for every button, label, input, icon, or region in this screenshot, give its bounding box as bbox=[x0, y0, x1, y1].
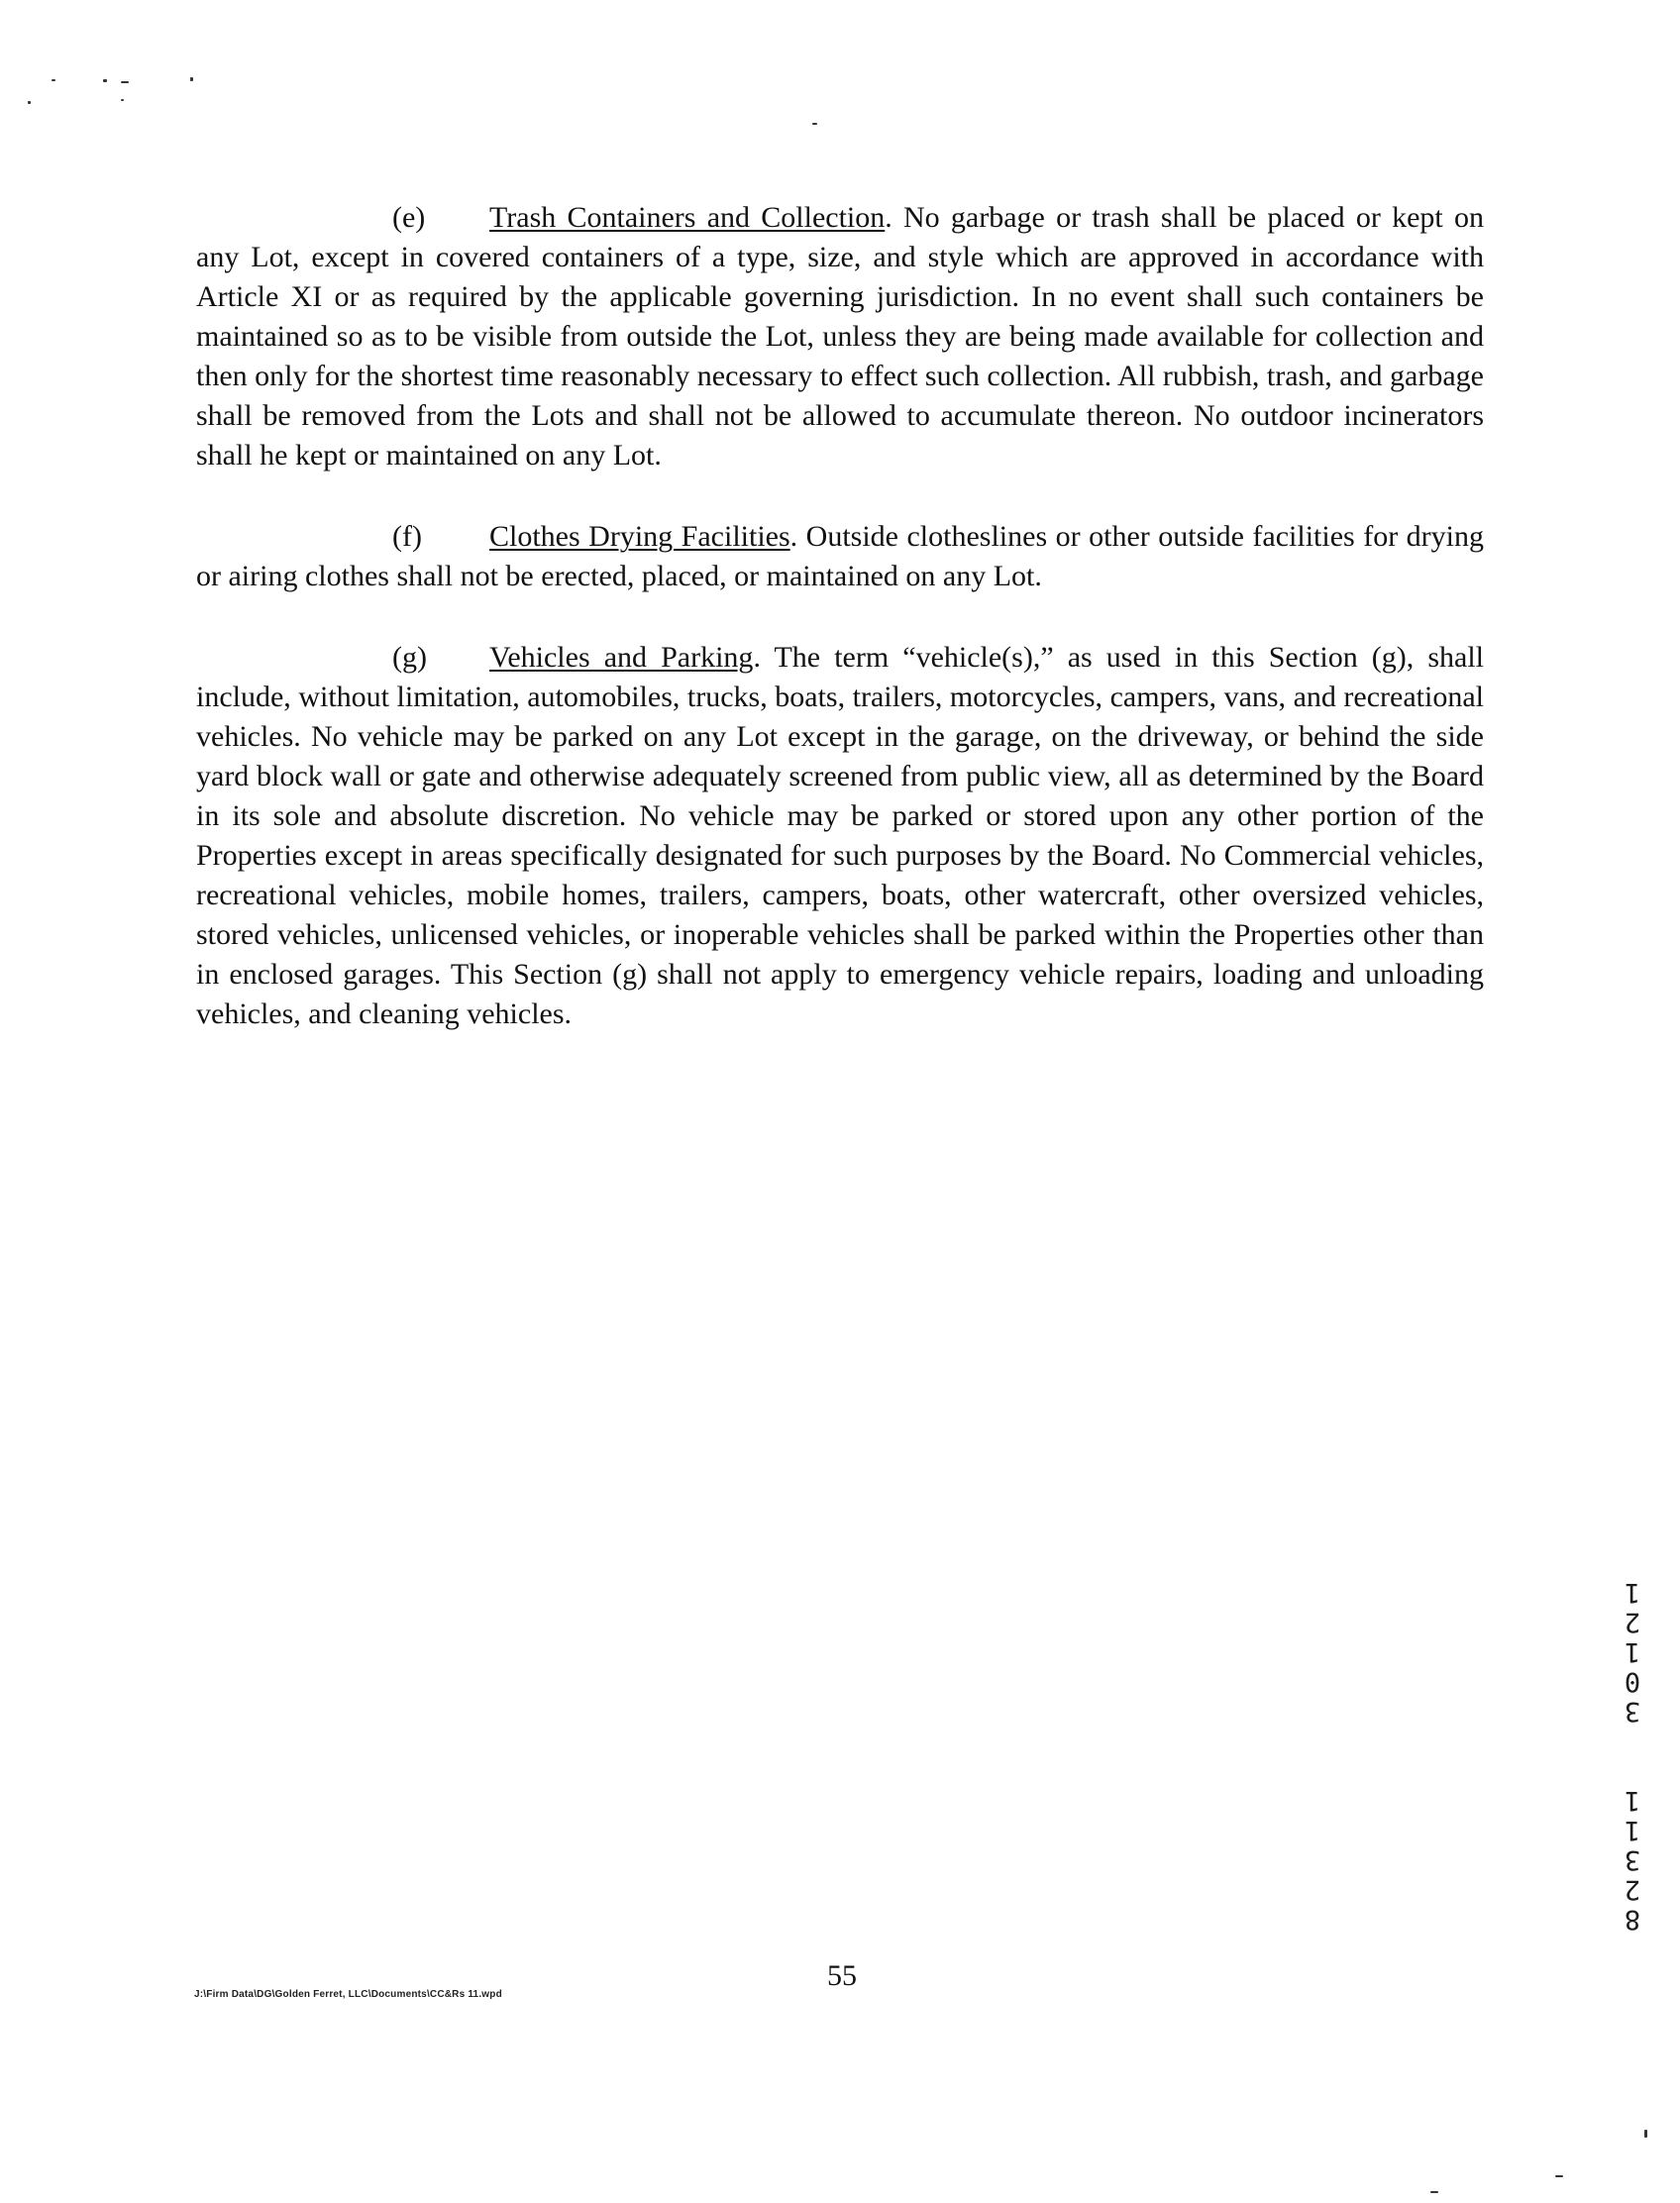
paragraph-label: (f) bbox=[392, 520, 422, 553]
scan-artifact bbox=[28, 101, 31, 104]
stamp-digit: 1 bbox=[1624, 1815, 1641, 1845]
paragraph-heading: Vehicles and Parking bbox=[489, 641, 754, 674]
scan-artifact bbox=[103, 79, 107, 82]
stamp-digit: 1 bbox=[1624, 1577, 1641, 1608]
paragraph-heading: Clothes Drying Facilities bbox=[489, 520, 790, 553]
scan-artifact bbox=[121, 99, 124, 101]
recording-stamp-top bbox=[1613, 1577, 1652, 1726]
paragraph-e bbox=[196, 198, 1484, 475]
page-number: 55 bbox=[827, 1959, 857, 1992]
stamp-digit: 8 bbox=[1624, 1904, 1641, 1935]
paragraph-text: . The term “vehicle(s),” as used in this Section (g), shall include, without limitation, automobiles, trucks, boats, trailers, motorcycles, campers, vans, and recreational vehicles. No vehicle may be parked on any Lot except in the garage, on the driveway, or behind the side yard block wall or gate and otherwise adequately screened from public view, all as determined by the Board in its sole and absolute discretion. No vehicle may be parked or stored upon any other portion of the Properties except in areas specifically designated for such purposes by the Board. No Commercial vehicles, recreational vehicles, mobile homes, trailers, campers, boats, other watercraft, other oversized vehicles, stored vehicles, unlicensed vehicles, or inoperable vehicles shall be parked within the Properties other than in enclosed garages. This Section (g) shall not apply to emergency vehicle repairs, loading and unloading vehicles, and cleaning vehicles. bbox=[196, 641, 1484, 1030]
scan-artifact bbox=[121, 81, 129, 83]
paragraph-label: (e) bbox=[392, 201, 426, 234]
scan-artifact bbox=[1430, 2191, 1438, 2193]
recording-stamp-bottom bbox=[1613, 1785, 1652, 1934]
stamp-digit: 2 bbox=[1624, 1874, 1641, 1905]
paragraph-g bbox=[196, 638, 1484, 1034]
scan-artifact bbox=[1555, 2175, 1563, 2177]
file-path-footer: J:\Firm Data\DG\Golden Ferret, LLC\Documents\CC&Rs 11.wpd bbox=[194, 1989, 502, 2000]
scan-artifact bbox=[1644, 2130, 1647, 2138]
paragraph-text: . Outside clotheslines or other outside facilities for drying or airing clothes shall not be erected, placed, or maintained on any Lot. bbox=[196, 520, 1485, 592]
stamp-digit: 2 bbox=[1624, 1607, 1641, 1637]
stamp-digit: 0 bbox=[1624, 1666, 1641, 1697]
paragraph-heading: Trash Containers and Collection bbox=[489, 201, 886, 234]
scan-artifact bbox=[812, 123, 817, 125]
scan-artifact bbox=[52, 79, 55, 81]
stamp-digit: 1 bbox=[1624, 1636, 1641, 1667]
paragraph-text: . No garbage or trash shall be placed or kept on any Lot, except in covered containers of a type, size, and style which are approved in accordance with Article XI or as required by the applicable governing jurisdiction. In no event shall such containers be maintained so as to be visible from outside the Lot, unless they are being made available for collection and then only for the shortest time reasonably necessary to effect such collection. All rubbish, trash, and garbage shall be removed from the Lots and shall not be allowed to accumulate thereon. No outdoor incinerators shall he kept or maintained on any Lot. bbox=[196, 201, 1484, 472]
paragraph-f bbox=[196, 517, 1484, 596]
stamp-digit: 3 bbox=[1624, 1696, 1641, 1727]
paragraph-label: (g) bbox=[392, 641, 427, 674]
scan-artifact bbox=[190, 77, 193, 81]
stamp-digit: 3 bbox=[1624, 1844, 1641, 1875]
stamp-digit: 1 bbox=[1624, 1785, 1641, 1816]
document-body bbox=[196, 198, 1484, 1076]
